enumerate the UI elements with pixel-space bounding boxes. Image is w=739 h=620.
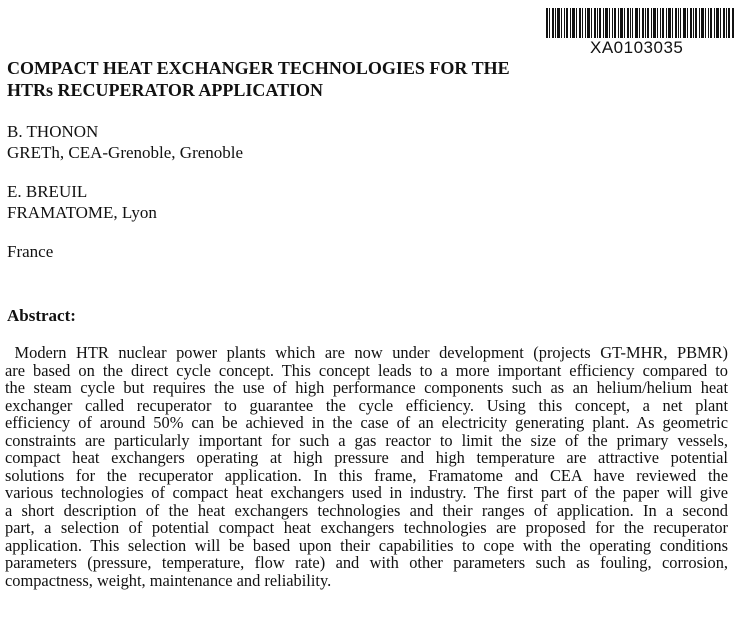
author-name: B. THONON [7, 122, 99, 141]
abstract-line: constraints are particularly important for such a gas reactor to limit the size of the primary vessels, [5, 430, 728, 450]
abstract-line: parameters (pressure, temperature, flow rate) and with other parameters such as fouling, corrosion, [5, 553, 728, 572]
author-block [7, 181, 157, 223]
report-number: XA0103035 [590, 38, 684, 57]
title-line: HTRs RECUPERATOR APPLICATION [7, 80, 324, 100]
abstract-line: Modern HTR nuclear power plants which are now under development (projects GT-MHR, PBMR) [5, 343, 728, 362]
country: France [7, 242, 54, 261]
abstract-line: solutions for the recuperator application. In this frame, Framatome and CEA have reviewed the [5, 465, 728, 485]
abstract-body [5, 344, 728, 589]
abstract-line: efficiency of around 50% can be achieved in the case of an electricity generating plant. As geometric [5, 413, 728, 432]
abstract-line: compactness, weight, maintenance and reliability. [5, 570, 332, 590]
abstract-line: are based on the direct cycle concept. This concept leads to a more important efficiency compared to [5, 360, 728, 380]
abstract-line: application. This selection will be based upon their capabilities to cope with the operating conditions [5, 535, 728, 555]
abstract-line: various technologies of compact heat exchangers used in industry. The first part of the paper will give [5, 483, 728, 502]
abstract-line: a short description of the heat exchangers technologies and their ranges of application. In a second [5, 500, 728, 520]
abstract-line: compact heat exchangers operating at high pressure and high temperature are attractive potential [5, 448, 728, 467]
author-affiliation: GRETh, CEA-Grenoble, Grenoble [7, 143, 244, 162]
title-line: COMPACT HEAT EXCHANGER TECHNOLOGIES FOR THE [7, 58, 510, 78]
author-block [7, 121, 243, 163]
abstract-line: the steam cycle but requires the use of high performance components such as an helium/helium heat [5, 378, 728, 397]
paper-title [7, 57, 567, 101]
abstract-heading: Abstract: [7, 306, 76, 325]
barcode-image [546, 8, 734, 38]
barcode-area [546, 8, 734, 38]
author-affiliation: FRAMATOME, Lyon [7, 203, 157, 222]
abstract-line: part, a selection of potential compact heat exchangers technologies are proposed for the recuperator [5, 518, 728, 537]
abstract-line: exchanger called recuperator to guarantee the cycle efficiency. Using this concept, a net plant [5, 395, 728, 415]
author-name: E. BREUIL [7, 182, 88, 201]
